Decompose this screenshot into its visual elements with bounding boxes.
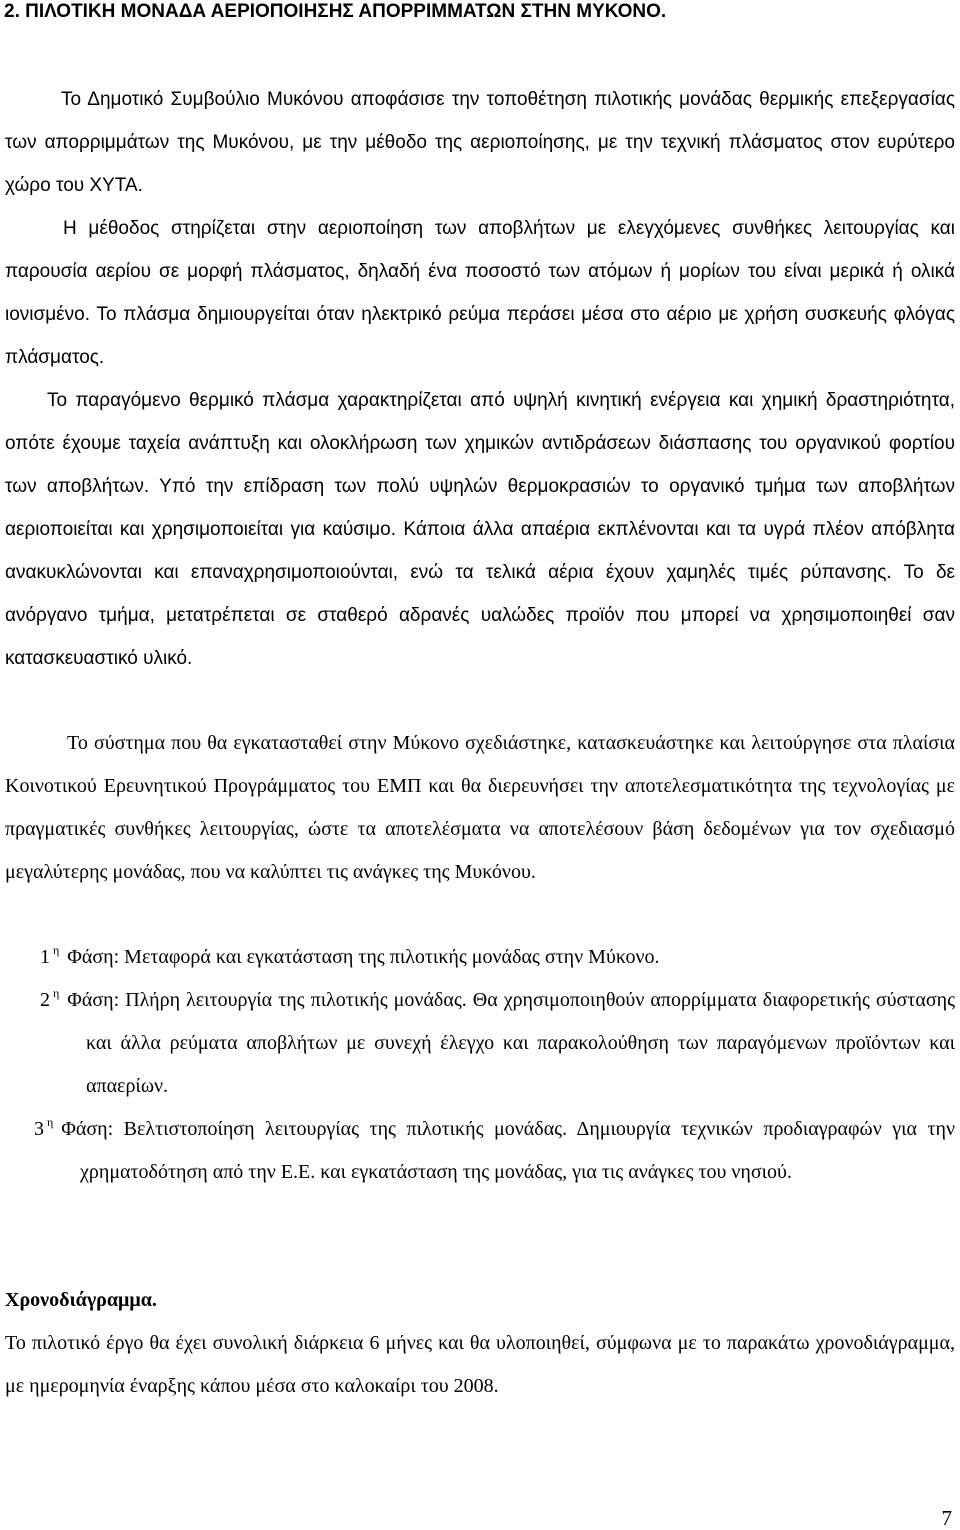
- phase-number-suffix: η: [47, 1115, 54, 1129]
- phase-number: [40, 943, 67, 968]
- phase-item-2: [40, 979, 955, 1108]
- schedule-title: Χρονοδιάγραμμα.: [5, 1289, 157, 1311]
- system-paragraph: Το σύστημα που θα εγκατασταθεί στην Μύκονο σχεδιάστηκε, κατασκευάστηκε και λειτούργησε στα πλαίσια Κοινοτικού Ερευνητικού Προγράμματος του ΕΜΠ και θα διερευνήσει την αποτελεσματικότητα της τεχνολογίας με πραγματικές συνθήκες λειτουργίας, ώστε τα αποτελέσματα να αποτελέσουν βάση δεδομένων για τον σχεδιασμό μεγαλύτερης μονάδας, που να καλύπτει τις ανάγκες της Μυκόνου.: [5, 732, 955, 883]
- phase-number-suffix: η: [53, 943, 60, 957]
- page-number: 7: [941, 1506, 952, 1530]
- schedule-paragraph: Το πιλοτικό έργο θα έχει συνολική διάρκεια 6 μήνες και θα υλοποιηθεί, σύμφωνα με το παρακάτω χρονοδιάγραμμα, με ημερομηνία έναρξης κάπου μέσα στο καλοκαίρι του 2008.: [5, 1332, 955, 1397]
- phase-number-digit: 1: [40, 946, 50, 968]
- phase-text: Φάση: Βελτιστοποίηση λειτουργίας της πιλοτικής μονάδας. Δημιουργία τεχνικών προδιαγραφών για την χρηματοδότηση από την Ε.Ε. και εγκατάσταση της μονάδας, για τις ανάγκες του νησιού.: [61, 1118, 955, 1183]
- intro-paragraph: Το Δημοτικό Συμβούλιο Μυκόνου αποφάσισε την τοποθέτηση πιλοτικής μονάδας θερμικής επεξεργασίας των απορριμμάτων της Μυκόνου, με την μέθοδο της αεριοποίησης, με την τεχνική πλάσματος στον ευρύτερο χώρο του ΧΥΤΑ.: [5, 89, 955, 196]
- phase-number-suffix: η: [53, 986, 60, 1000]
- phase-number-digit: 3: [34, 1118, 44, 1140]
- phase-text: Φάση: Μεταφορά και εγκατάσταση της πιλοτικής μονάδας στην Μύκονο.: [67, 946, 660, 968]
- plasma-paragraph: Το παραγόμενο θερμικό πλάσμα χαρακτηρίζεται από υψηλή κινητική ενέργεια και χημική δραστηριότητα, οπότε έχουμε ταχεία ανάπτυξη και ολοκλήρωση των χημικών αντιδράσεων διάσπασης του οργανικού φορτίου των αποβλήτων. Υπό την επίδραση των πολύ υψηλών θερμοκρασιών το οργανικό τμήμα των αποβλήτων αεριοποιείται και χρησιμοποιείται για καύσιμο. Κάποια άλλα απαέρια εκπλένονται και τα υγρά πλέον απόβλητα ανακυκλώνονται και επαναχρησιμοποιούνται, ενώ τα τελικά αέρια έχουν χαμηλές τιμές ρύπανσης. Το δε ανόργανο τμήμα, μετατρέπεται σε σταθερό αδρανές υαλώδες προϊόν που μπορεί να χρησιμοποιηθεί σαν κατασκευαστικό υλικό.: [5, 390, 955, 669]
- phase-item-3: [34, 1108, 955, 1194]
- method-paragraph: Η μέθοδος στηρίζεται στην αεριοποίηση των αποβλήτων με ελεγχόμενες συνθήκες λειτουργίας και παρουσία αερίου σε μορφή πλάσματος, δηλαδή ένα ποσοστό των ατόμων ή μορίων του είναι μερικά ή ολικά ιονισμένο. Το πλάσμα δημιουργείται όταν ηλεκτρικό ρεύμα περάσει μέσα στο αέριο με χρήση συσκευής φλόγας πλάσματος.: [5, 218, 955, 368]
- section-heading: 2. ΠΙΛΟΤΙΚΗ ΜΟΝΑΔΑ ΑΕΡΙΟΠΟΙΗΣΗΣ ΑΠΟΡΡΙΜΜΑΤΩΝ ΣΤΗΝ ΜΥΚΟΝΟ.: [4, 1, 667, 22]
- phase-number-digit: 2: [40, 989, 50, 1011]
- phase-item-1: [40, 936, 955, 979]
- phase-text: Φάση: Πλήρη λειτουργία της πιλοτικής μονάδας. Θα χρησιμοποιηθούν απορρίμματα διαφορετικής σύστασης και άλλα ρεύματα αποβλήτων με συνεχή έλεγχο και παρακολούθηση των παραγόμενων προϊόντων και απαερίων.: [67, 989, 955, 1097]
- phase-number: [34, 1115, 61, 1140]
- phase-number: [40, 986, 67, 1011]
